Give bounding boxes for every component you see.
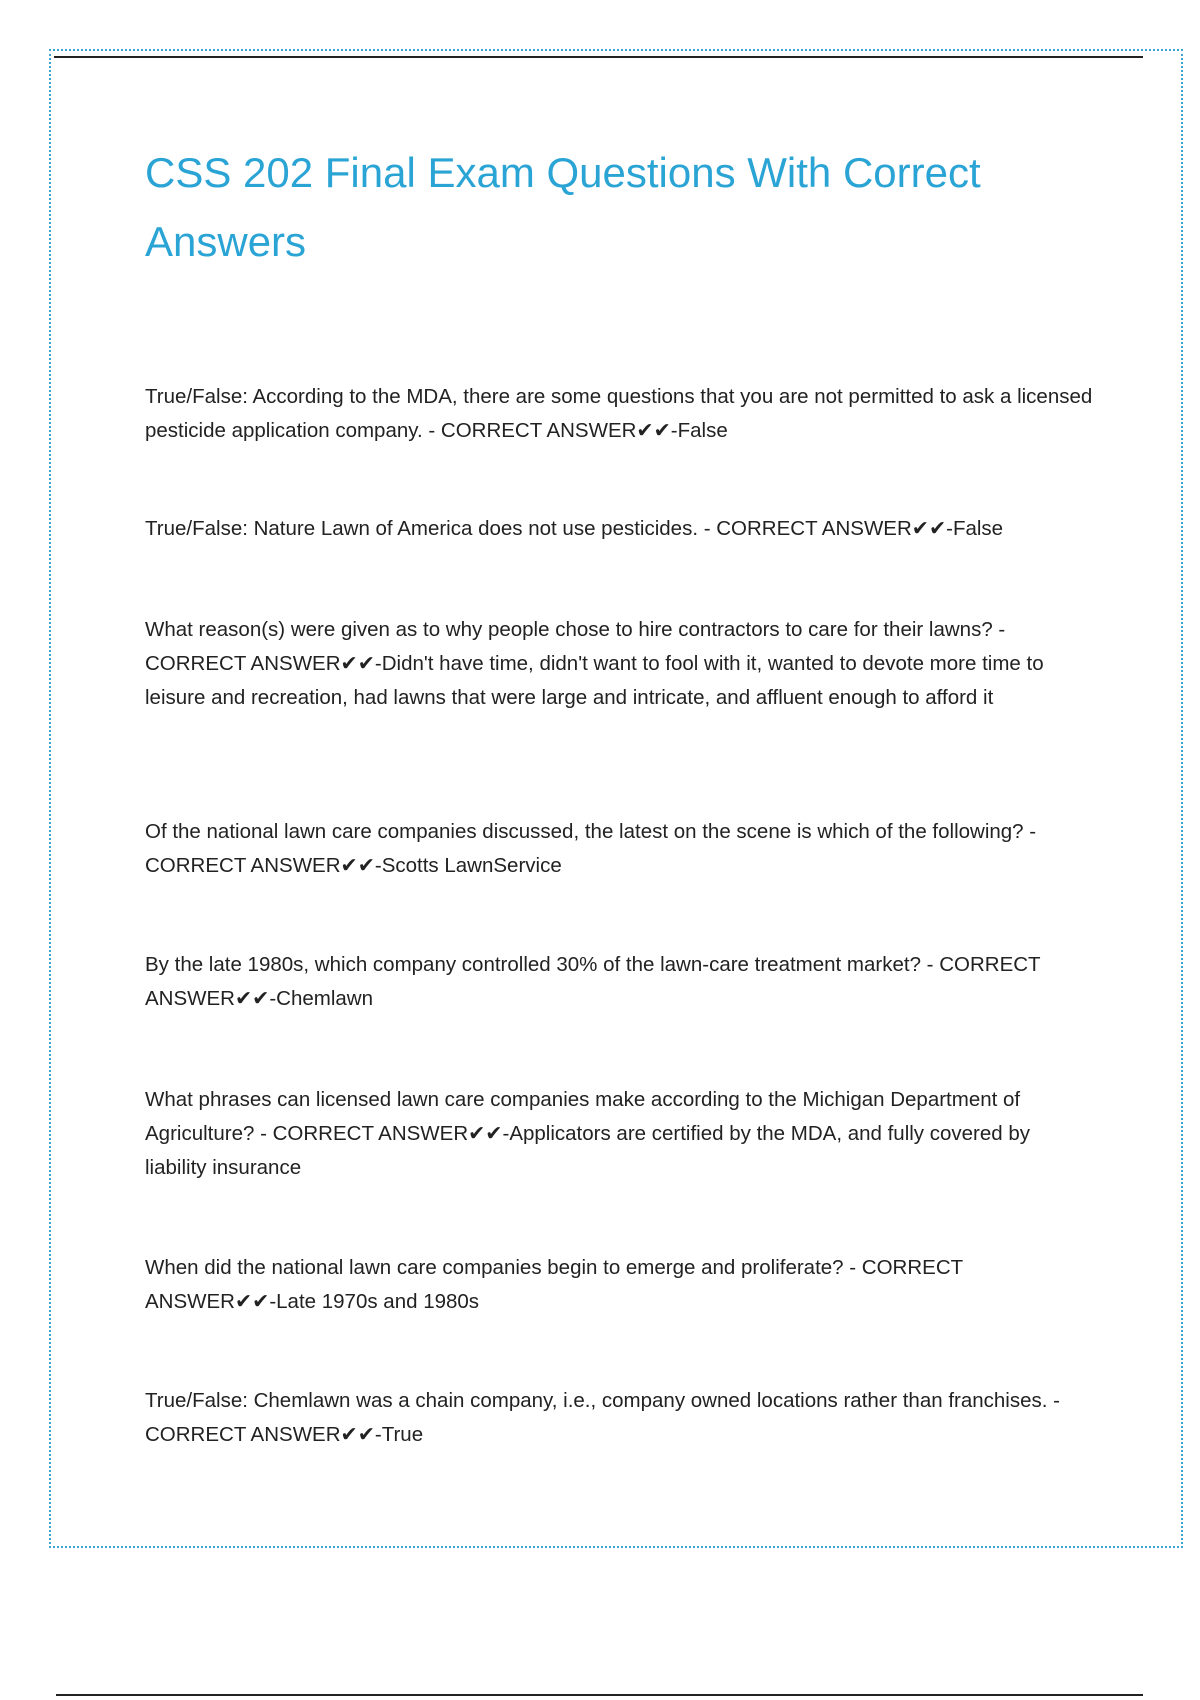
document-title: CSS 202 Final Exam Questions With Correct Answers <box>145 149 981 265</box>
qa-item: What reason(s) were given as to why people chose to hire contractors to care for their lawns? - CORRECT ANSWER✔✔-Didn't have time, didn't want to fool with it, wanted to devote more time to leisure and recreation, had lawns that were large and intricate, and affluent enough to afford it <box>145 618 1044 709</box>
qa-item: True/False: Chemlawn was a chain company, i.e., company owned locations rather than franchises. - CORRECT ANSWER✔✔-True <box>145 1389 1060 1446</box>
top-rule <box>54 56 1143 58</box>
qa-item: True/False: Nature Lawn of America does not use pesticides. - CORRECT ANSWER✔✔-False <box>145 517 1004 540</box>
qa-item: True/False: According to the MDA, there are some questions that you are not permitted to ask a licensed pesticide application company. - CORRECT ANSWER✔✔-False <box>145 385 1093 442</box>
qa-item: By the late 1980s, which company controlled 30% of the lawn-care treatment market? - CORRECT ANSWER✔✔-Chemlawn <box>145 953 1041 1010</box>
qa-item: Of the national lawn care companies discussed, the latest on the scene is which of the following? - CORRECT ANSWER✔✔-Scotts LawnService <box>145 820 1037 877</box>
bottom-rule <box>56 1694 1143 1696</box>
qa-item: What phrases can licensed lawn care companies make according to the Michigan Department of Agriculture? - CORRECT ANSWER✔✔-Applicators are certified by the MDA, and fully covered by liability insurance <box>145 1088 1031 1179</box>
qa-item: When did the national lawn care companies begin to emerge and proliferate? - CORRECT ANSWER✔✔-Late 1970s and 1980s <box>145 1256 963 1313</box>
